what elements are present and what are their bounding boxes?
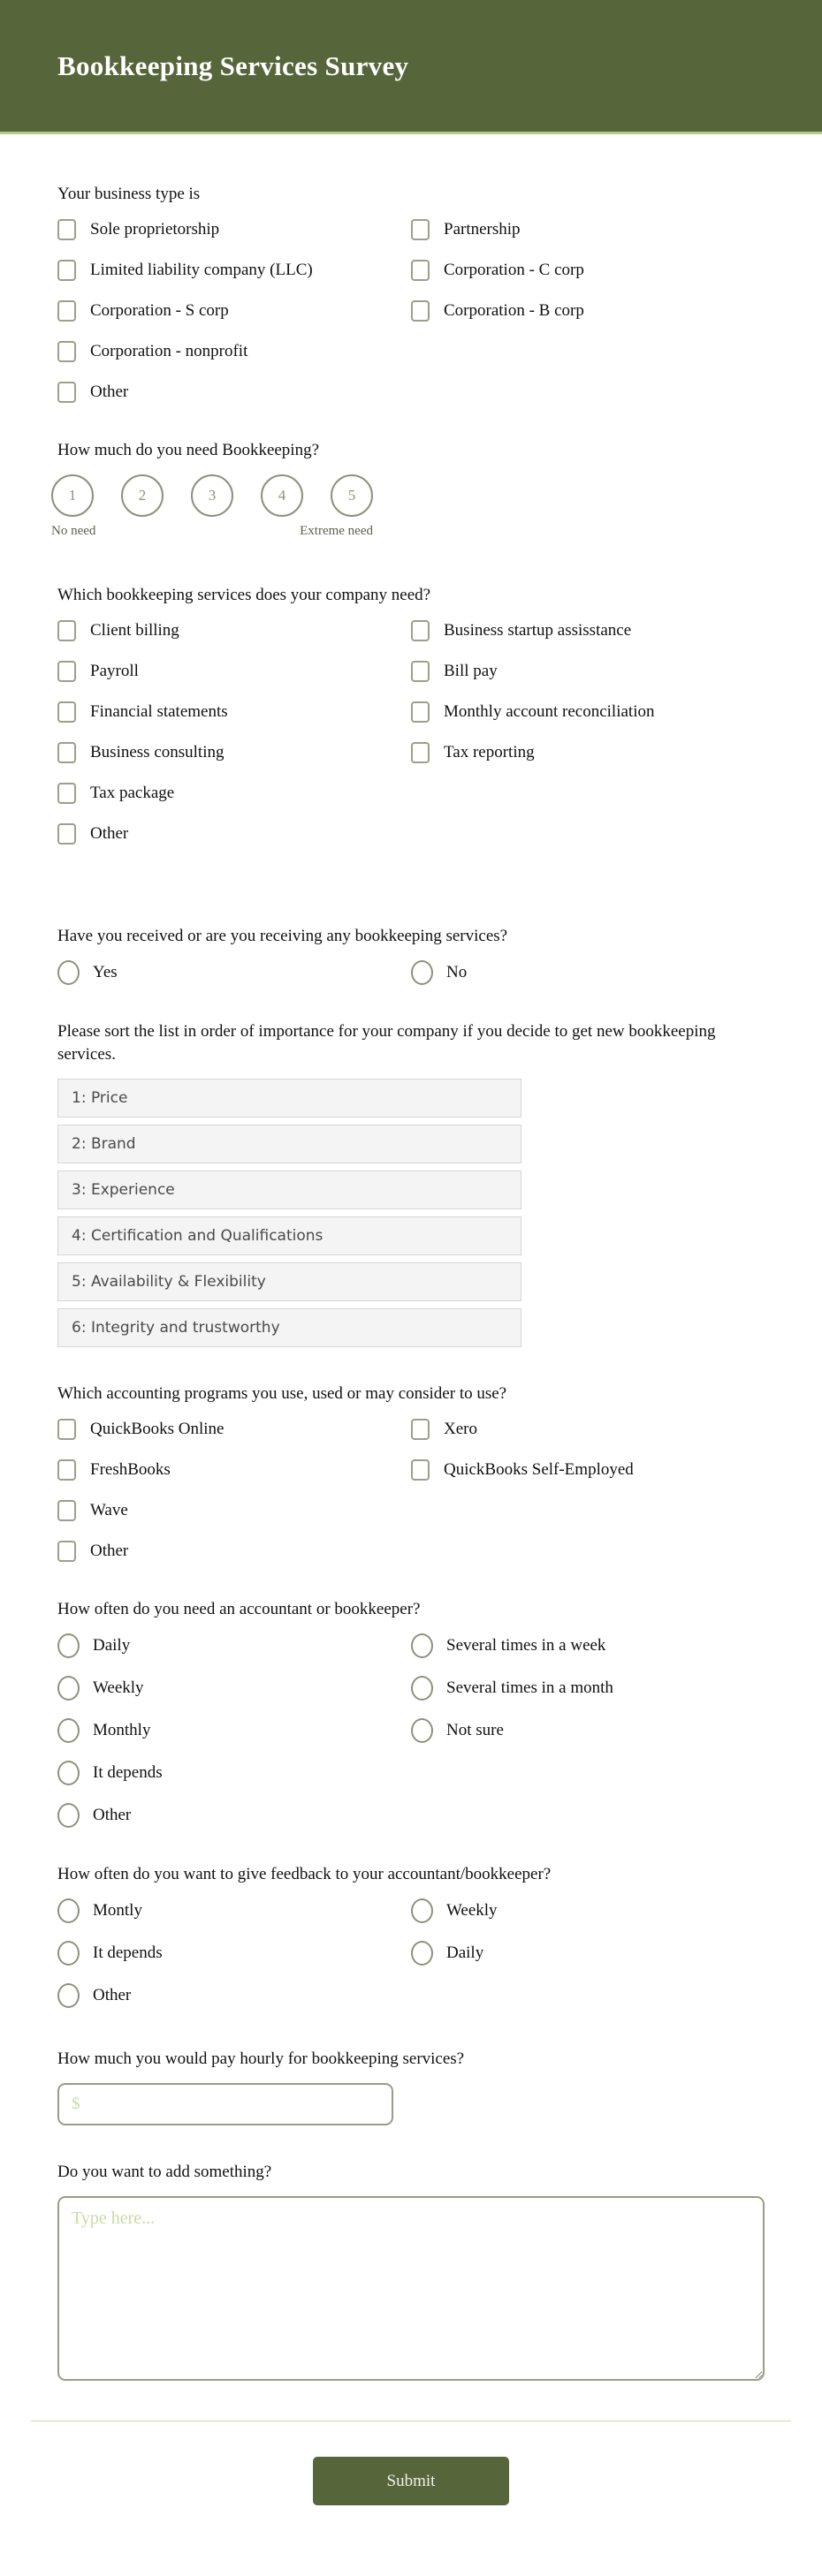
radio-option bbox=[57, 960, 411, 985]
sort-item[interactable]: 4: Certification and Qualifications bbox=[57, 1216, 521, 1255]
radio-button[interactable] bbox=[57, 1676, 80, 1701]
checkbox[interactable] bbox=[411, 260, 430, 281]
radio-button[interactable] bbox=[411, 1676, 433, 1701]
checkbox-option bbox=[411, 660, 765, 683]
radio-option bbox=[411, 1941, 765, 1966]
sort-item[interactable]: 5: Availability & Flexibility bbox=[57, 1262, 521, 1301]
checkbox[interactable] bbox=[411, 1419, 430, 1440]
radio-group bbox=[57, 1633, 765, 1828]
checkbox[interactable] bbox=[57, 1419, 76, 1440]
option-label[interactable]: Client billing bbox=[90, 621, 179, 640]
option-label[interactable]: Other bbox=[93, 1986, 132, 2004]
radio-group bbox=[57, 960, 765, 985]
question-label: How often do you need an accountant or bookkeeper? bbox=[57, 1600, 421, 1618]
option-label[interactable]: Weekly bbox=[93, 1678, 144, 1697]
option-label[interactable]: Corporation - S corp bbox=[90, 301, 229, 320]
option-label[interactable]: Several times in a month bbox=[446, 1678, 613, 1697]
checkbox[interactable] bbox=[57, 382, 76, 403]
checkbox-option bbox=[57, 1540, 411, 1563]
question-sort-importance bbox=[57, 1020, 765, 1347]
checkbox-option bbox=[57, 1458, 411, 1481]
checkbox[interactable] bbox=[57, 620, 76, 641]
radio-option bbox=[411, 1718, 765, 1743]
checkbox-option bbox=[57, 701, 411, 724]
option-label[interactable]: Not sure bbox=[446, 1721, 504, 1739]
question-label: Please sort the list in order of importance for your company if you decide to get new bookkeeping services. bbox=[57, 1022, 716, 1064]
submit-row bbox=[57, 2457, 765, 2576]
radio-option bbox=[411, 960, 765, 985]
checkbox[interactable] bbox=[411, 219, 430, 240]
question-label: Your business type is bbox=[57, 185, 201, 203]
question-label: How often do you want to give feedback to your accountant/bookkeeper? bbox=[57, 1865, 552, 1883]
radio-button[interactable] bbox=[411, 1718, 433, 1743]
question-accounting-programs bbox=[57, 1383, 765, 1563]
question-label: Which accounting programs you use, used or may consider to use? bbox=[57, 1384, 507, 1403]
question-need-scale bbox=[51, 439, 765, 540]
option-label[interactable]: No bbox=[446, 963, 468, 981]
radio-button[interactable] bbox=[411, 960, 433, 985]
radio-option bbox=[411, 1633, 765, 1658]
option-label[interactable]: Business consulting bbox=[90, 743, 225, 761]
option-label[interactable]: QuickBooks Self-Employed bbox=[444, 1460, 634, 1479]
radio-button[interactable] bbox=[57, 960, 80, 985]
checkbox[interactable] bbox=[57, 1541, 76, 1562]
scale-max-label: Extreme need bbox=[300, 524, 373, 538]
radio-option bbox=[411, 1898, 765, 1923]
checkbox[interactable] bbox=[57, 341, 76, 362]
option-label[interactable]: Corporation - C corp bbox=[444, 261, 584, 279]
checkbox[interactable] bbox=[57, 783, 76, 804]
option-label[interactable]: Partnership bbox=[444, 220, 521, 239]
sort-item[interactable]: 6: Integrity and trustworthy bbox=[57, 1308, 521, 1347]
radio-button[interactable] bbox=[57, 1718, 80, 1743]
question-label: Have you received or are you receiving any bookkeeping services? bbox=[57, 927, 508, 945]
option-label[interactable]: Financial statements bbox=[90, 702, 228, 721]
checkbox[interactable] bbox=[57, 1459, 76, 1481]
question-feedback-frequency bbox=[57, 1863, 765, 2008]
option-label[interactable]: It depends bbox=[93, 1943, 163, 1962]
option-label[interactable]: Monthly bbox=[93, 1721, 151, 1739]
option-label[interactable]: It depends bbox=[93, 1763, 163, 1782]
checkbox-option bbox=[57, 1499, 411, 1522]
checkbox-option bbox=[411, 741, 765, 764]
radio-button[interactable] bbox=[57, 1633, 80, 1658]
radio-option bbox=[57, 1718, 411, 1743]
option-label[interactable]: Daily bbox=[446, 1943, 484, 1962]
comments-textarea[interactable] bbox=[57, 2196, 765, 2381]
option-label[interactable]: FreshBooks bbox=[90, 1460, 171, 1479]
radio-option bbox=[57, 1941, 411, 1966]
checkbox-option bbox=[57, 1418, 411, 1441]
option-label[interactable]: Bill pay bbox=[444, 662, 498, 680]
option-label[interactable]: Other bbox=[93, 1806, 132, 1824]
question-frequency bbox=[57, 1598, 765, 1828]
question-services bbox=[57, 584, 765, 845]
scale-option[interactable]: 1 bbox=[51, 474, 94, 517]
scale-option[interactable]: 4 bbox=[261, 474, 303, 517]
sort-item[interactable]: 3: Experience bbox=[57, 1171, 521, 1209]
checkbox[interactable] bbox=[57, 300, 76, 322]
option-label[interactable]: Wave bbox=[90, 1501, 128, 1519]
radio-button[interactable] bbox=[57, 1898, 80, 1923]
question-comments bbox=[57, 2161, 765, 2385]
option-label[interactable]: Corporation - nonprofit bbox=[90, 342, 248, 360]
radio-button[interactable] bbox=[57, 1941, 80, 1966]
radio-option bbox=[57, 1633, 411, 1658]
scale-option[interactable]: 5 bbox=[331, 474, 373, 517]
checkbox-option bbox=[57, 299, 411, 322]
question-label: How much you would pay hourly for bookkeeping services? bbox=[57, 2049, 465, 2068]
option-label[interactable]: QuickBooks Online bbox=[90, 1420, 225, 1438]
checkbox-option bbox=[411, 259, 765, 282]
option-label[interactable]: Other bbox=[90, 1542, 129, 1560]
option-label[interactable]: Sole proprietorship bbox=[90, 220, 220, 239]
option-label[interactable]: Montly bbox=[93, 1901, 142, 1920]
option-label[interactable]: Corporation - B corp bbox=[444, 301, 584, 320]
checkbox-option bbox=[57, 218, 411, 241]
radio-button[interactable] bbox=[57, 1983, 80, 2008]
radio-button[interactable] bbox=[411, 1633, 433, 1658]
submit-button[interactable]: Submit bbox=[313, 2457, 509, 2505]
checkbox-group bbox=[57, 1418, 765, 1563]
hourly-rate-input[interactable] bbox=[57, 2083, 393, 2125]
checkbox-option bbox=[57, 741, 411, 764]
checkbox[interactable] bbox=[57, 661, 76, 682]
option-label[interactable]: Other bbox=[90, 383, 129, 401]
sortable-list bbox=[57, 1079, 521, 1347]
radio-option bbox=[57, 1676, 411, 1701]
checkbox-option bbox=[57, 822, 411, 845]
radio-button[interactable] bbox=[411, 1898, 433, 1923]
scale-group bbox=[51, 474, 765, 517]
option-label[interactable]: Several times in a week bbox=[446, 1636, 606, 1655]
question-label: Do you want to add something? bbox=[57, 2163, 272, 2181]
radio-option bbox=[57, 1761, 411, 1785]
checkbox-option bbox=[57, 619, 411, 642]
checkbox-option bbox=[411, 299, 765, 322]
radio-option bbox=[57, 1803, 411, 1828]
question-receiving-services bbox=[57, 925, 765, 985]
option-label[interactable]: Other bbox=[90, 824, 129, 843]
scale-option[interactable]: 2 bbox=[121, 474, 164, 517]
checkbox[interactable] bbox=[57, 260, 76, 281]
checkbox-option bbox=[411, 1458, 765, 1481]
checkbox[interactable] bbox=[57, 1500, 76, 1521]
option-label[interactable]: Weekly bbox=[446, 1901, 498, 1920]
scale-option[interactable]: 3 bbox=[191, 474, 233, 517]
checkbox-option bbox=[57, 259, 411, 282]
sort-item[interactable]: 1: Price bbox=[57, 1079, 521, 1118]
checkbox[interactable] bbox=[411, 742, 430, 763]
question-hourly-rate bbox=[57, 2048, 765, 2125]
scale-min-label: No need bbox=[51, 524, 96, 538]
option-label[interactable]: Limited liability company (LLC) bbox=[90, 261, 313, 279]
checkbox-group bbox=[57, 619, 765, 845]
checkbox-option bbox=[57, 340, 411, 363]
radio-button[interactable] bbox=[57, 1761, 80, 1785]
checkbox-option bbox=[411, 619, 765, 642]
radio-button[interactable] bbox=[411, 1941, 433, 1966]
radio-button[interactable] bbox=[57, 1803, 80, 1828]
checkbox-option bbox=[57, 660, 411, 683]
scale-labels bbox=[51, 522, 373, 540]
checkbox[interactable] bbox=[411, 1459, 430, 1481]
option-label[interactable]: Tax reporting bbox=[444, 743, 535, 761]
checkbox[interactable] bbox=[411, 661, 430, 682]
radio-group bbox=[57, 1898, 765, 2008]
checkbox-option bbox=[57, 381, 411, 404]
page-title: Bookkeeping Services Survey bbox=[57, 49, 409, 81]
checkbox-option bbox=[411, 1418, 765, 1441]
option-label[interactable]: Xero bbox=[444, 1420, 477, 1438]
checkbox[interactable] bbox=[57, 742, 76, 763]
checkbox-option bbox=[411, 218, 765, 241]
checkbox-option bbox=[57, 782, 411, 805]
radio-option bbox=[411, 1676, 765, 1701]
sort-item[interactable]: 2: Brand bbox=[57, 1125, 521, 1163]
option-label[interactable]: Yes bbox=[93, 963, 118, 981]
option-label[interactable]: Payroll bbox=[90, 662, 139, 680]
checkbox-group bbox=[57, 218, 765, 404]
option-label[interactable]: Monthly account reconciliation bbox=[444, 702, 655, 721]
form-header bbox=[0, 0, 822, 134]
question-label: Which bookkeeping services does your company need? bbox=[57, 586, 431, 604]
question-business-type bbox=[57, 183, 765, 404]
question-label: How much do you need Bookkeeping? bbox=[57, 441, 320, 459]
checkbox[interactable] bbox=[411, 300, 430, 322]
checkbox[interactable] bbox=[57, 219, 76, 240]
radio-option bbox=[57, 1898, 411, 1923]
checkbox[interactable] bbox=[57, 823, 76, 845]
checkbox[interactable] bbox=[411, 620, 430, 641]
option-label[interactable]: Business startup assisstance bbox=[444, 621, 632, 640]
option-label[interactable]: Daily bbox=[93, 1636, 131, 1655]
checkbox[interactable] bbox=[411, 701, 430, 723]
checkbox[interactable] bbox=[57, 701, 76, 723]
checkbox-option bbox=[411, 701, 765, 724]
radio-option bbox=[57, 1983, 411, 2008]
option-label[interactable]: Tax package bbox=[90, 784, 175, 802]
form-body bbox=[0, 134, 822, 2576]
